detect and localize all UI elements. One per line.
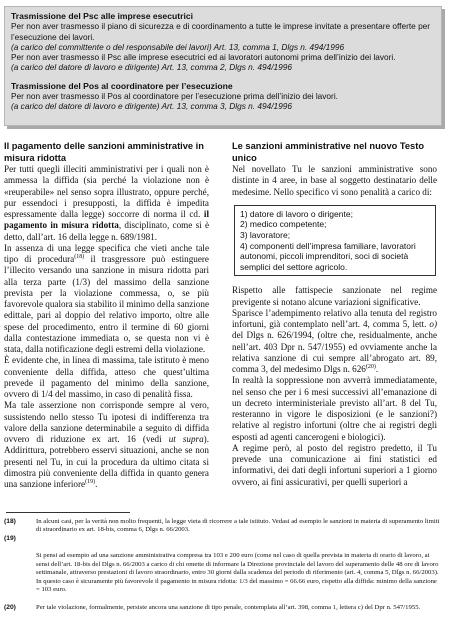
paragraph: È evidente che, in linea di massima, tale istituto è meno conveniente della diffida, atteso che quest’ultima prevede il pagamento del minimo della sanzione, ovvero di 1/4 del massimo, in caso di penalità fissa.: [4, 355, 209, 399]
footnote: [4, 518, 440, 535]
box-heading-pos: Trasmissione del Pos al coordinatore per l’esecuzione: [11, 80, 233, 91]
box-reference: (a carico del datore di lavoro e dirigente) Art. 13, comma 2, Dlgs n. 494/1996: [11, 62, 293, 73]
footnote: [4, 535, 440, 603]
box-text: Per non aver trasmesso il piano di sicurezza e di coordinamento a tutte le imprese invitate a presentare offerte per l’esecuzione dei lavori.: [11, 21, 431, 42]
box-reference: (a carico del committente o del responsabile dei lavori) Art. 13, comma 1, Dlgs n. 494/1996: [11, 41, 345, 52]
right-body-2: [232, 285, 437, 488]
list-item: 3) lavoratore;: [240, 229, 291, 240]
list-item: 2) medico competente;: [240, 219, 327, 230]
paragraph: Ma tale asserzione non corrisponde sempre al vero, sussistendo nello stesso Tu ipotesi di indifferenza tra valore della sanzione determinabile a seguito di diffida ovvero di riduzione ex art. 16 (vedi ut supra). Addirittura, potrebbero esservi situazioni, anche se non presenti nel Tu, in cui la procedura da ultimo citata si dimostra più conveniente della diffida in quanto genera una sanzione inferiore$^{(19)}$.: [4, 400, 209, 489]
paragraph: Sparisce l’adempimento relativo alla tenuta del registro infortuni, già contemplato nell’art. 4, comma 5, lett. o) del Dlgs n. 626/1994, (oltre che, residualmente, anche nell’art. 403 Dpr n. 547/1955) ed ovviamente anche la relativa sanzione di cui sempre all’abrogato art. 89, comma 3, del medesimo Dlgs n. 626$^{(20)}$.: [232, 307, 437, 375]
footnote-number: (19): [4, 535, 16, 543]
box-text: Per non aver trasmesso il Pos al coordinatore per l’esecuzione prima dell’inizio dei lavori.: [11, 91, 338, 102]
footnote-text: Si pensi ad esempio ad una sanzione amministrativa compresa tra 103 e 200 euro (come nel caso di quella prevista in materia di orario di lavoro, ai sensi dell’art. 18-bis del Dlgs n. 66/2003 a carico di chi omette di informare la Direzione provinciale del lavoro del superamento delle 48 ore di lavoro settimanale, attraverso prestazioni di lavoro straordinario, entro 30 giorni dalla scadenza del periodo di riferimento (art. 4, comma 5, Dlgs n. 66/2003). In questo caso è sicuramente più favorevole il pagamento in misura ridotta: 1/3 del massimo = 66.66 euro, rispetto alla diffida: minimo della sanzione = 103 euro.: [36, 552, 439, 594]
box-reference: (a carico del datore di lavoro e dirigente) Art. 13, comma 3, Dlgs n. 494/1996: [11, 101, 293, 112]
footnote-ref: (20): [365, 364, 376, 371]
summary-box: [4, 6, 442, 126]
paragraph: Rispetto alle fattispecie sanzionate nel regime previgente si notano alcune variazioni significative.: [232, 285, 437, 307]
paragraph: In realtà la soppressione non avverrà immediatamente, nel senso che per i 6 mesi successivi all’emanazione di un decreto interministeriale previsto all’art. 8 del Tu, resteranno in vigore le disposizioni (e le sanzioni?) relative al registro infortuni (oltre che ai registri degli esposti ad agenti cancerogeni e biologici).: [232, 375, 437, 442]
paragraph: In assenza di una legge specifica che vieti anche tale tipo di procedura$^{(18)}$ il trasgressore può estinguere l’illecito versando una sanzione in misura ridotta pari alla terza parte (1/3) del massimo della sanzione prevista per la violazione commessa, o, se più favorevole qualora sia stabilito il minimo della sanzione edittale, pari al doppio del relativo importo, oltre alle spese del procedimento, entro il termine di 60 giorni dalla contestazione immediata o, se questa non vi è stata, dalla notificazione degli estremi della violazione.: [4, 242, 210, 354]
left-column: [4, 141, 209, 490]
box-heading-psc: Trasmissione del Psc alle imprese esecutrici: [11, 11, 193, 21]
list-item: 1) datore di lavoro o dirigente;: [240, 208, 353, 219]
footnote-divider: [6, 512, 130, 513]
footnote-text: Per tale violazione, formalmente, persiste ancora una sanzione di tipo penale, contemplata all’art. 398, comma 1, lettera c) del Dpr n. 547/1955.: [36, 603, 421, 611]
right-body: [232, 164, 437, 198]
footnote-number: (18): [4, 518, 16, 525]
paragraph: Nel novellato Tu le sanzioni amministrative sono distinte in 4 aree, in base al soggetto destinatario delle medesime. Nello specifico vi sono penalità a carico di:: [232, 164, 437, 197]
paragraph: Per tutti quegli illeciti amministrativi per i quali non è ammessa la diffida (sia perché la violazione non è «reuperabile» nel senso sopra illustrato, oppure perché, pur essendoci i presupposti, la diffida è impedita espressamente dalla legge) soccorre di norma il cd. il pagamento in misura ridotta, disciplinato, come si è detto, dall’art. 16 della legge n. 689/1981.: [4, 164, 210, 242]
footnotes: [4, 518, 440, 612]
section-heading: Il pagamento delle sanzioni amministrative in misura ridotta: [4, 141, 204, 163]
footnote: [4, 604, 440, 612]
paragraph: A regime però, al posto del registro predetto, il Tu prevede una comunicazione ai fini statistici ed informativi, dei dati degli infortuni superiori a 1 giorno ovvero, ai fini assicurativi, per quelli superiori a: [232, 442, 437, 487]
left-body: [4, 164, 209, 490]
box-text: Per non aver trasmesso il Psc alle imprese esecutrici ed ai lavoratori autonomi prima dell’inizio dei lavori.: [11, 52, 396, 63]
penalty-targets-list: [234, 205, 436, 277]
section-heading: Le sanzioni amministrative nel nuovo Testo unico: [232, 141, 425, 163]
list-item: 4) componenti dell’impresa familiare, lavoratori autonomi, piccoli imprenditori, soci di società semplici del settore agricolo.: [240, 240, 416, 272]
footnote-number: (20): [4, 603, 16, 611]
footnote-ref: (18): [74, 253, 85, 260]
right-column: [232, 141, 437, 488]
footnote-ref: (19): [85, 478, 96, 485]
footnote-text: In alcuni casi, per la verità non molto frequenti, la legge vieta di ricorrere a tale istituto. Vedasi ad esempio le sanzioni in materia di superamento limiti di straordinario ex art. 18-bis, comma 6, Dlgs n. 66/2003.: [36, 518, 440, 534]
